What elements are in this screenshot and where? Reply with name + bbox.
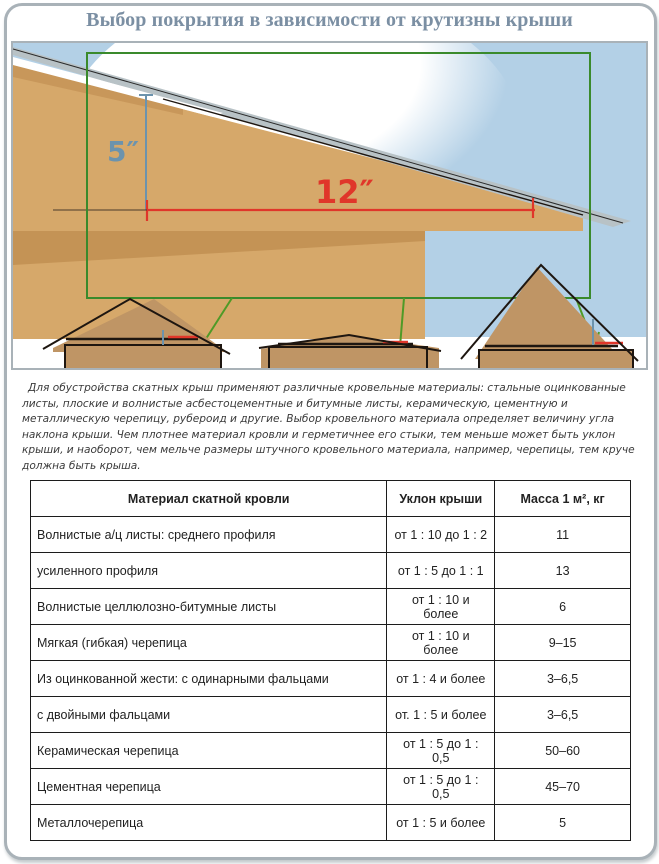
table-row (31, 769, 631, 805)
cell-material: с двойными фальцами (31, 697, 387, 733)
cell-mass: 13 (495, 553, 631, 589)
cell-mass: 3–6,5 (495, 697, 631, 733)
cell-material: Из оцинкованной жести: с одинарными фальцами (31, 661, 387, 697)
cell-material: Цементная черепица (31, 769, 387, 805)
cell-mass: 9–15 (495, 625, 631, 661)
table-row (31, 553, 631, 589)
table-row (31, 733, 631, 769)
cell-slope: от 1 : 10 до 1 : 2 (387, 517, 495, 553)
table-header-row (31, 481, 631, 517)
table-row (31, 805, 631, 841)
table-row (31, 589, 631, 625)
cell-material: усиленного профиля (31, 553, 387, 589)
cell-slope: от 1 : 5 и более (387, 805, 495, 841)
cell-slope: от. 1 : 5 и более (387, 697, 495, 733)
cell-slope: от 1 : 4 и более (387, 661, 495, 697)
header-mass: Масса 1 м², кг (495, 481, 631, 517)
cell-mass: 5 (495, 805, 631, 841)
page-title: Выбор покрытия в зависимости от крутизны крыши (86, 9, 573, 31)
table-row (31, 517, 631, 553)
cell-mass: 50–60 (495, 733, 631, 769)
rise-label: 5″ (107, 135, 139, 168)
cell-mass: 11 (495, 517, 631, 553)
cell-slope: от 1 : 10 и более (387, 625, 495, 661)
table-row (31, 697, 631, 733)
roofing-materials-table (30, 480, 631, 841)
intro-paragraph: Для обустройства скатных крыш применяют различные кровельные материалы: стальные оцинкованные листы, плоские и волнистые асбестоцементные и битумные листы, керамическую, цементную и металлическую черепицу, рубероид и другие. Выбор кровельного материала определяет величину угла наклона крыши. Чем плотнее материал кровли и герметичнее его стыки, тем меньше может быть уклон крыши, и наоборот, чем мельче размеры штучного кровельного материала, например, черепицы, тем круче должна быть крыша. (22, 382, 635, 472)
header-slope: Уклон крыши (387, 481, 495, 517)
cell-material: Мягкая (гибкая) черепица (31, 625, 387, 661)
cell-material: Керамическая черепица (31, 733, 387, 769)
cell-slope: от 1 : 5 до 1 : 0,5 (387, 769, 495, 805)
table-row (31, 625, 631, 661)
header-material: Материал скатной кровли (31, 481, 387, 517)
cell-slope: от 1 : 5 до 1 : 1 (387, 553, 495, 589)
cell-mass: 6 (495, 589, 631, 625)
cell-slope: от 1 : 5 до 1 : 0,5 (387, 733, 495, 769)
table-row (31, 661, 631, 697)
cell-mass: 45–70 (495, 769, 631, 805)
cell-material: Волнистые целлюлозно-битумные листы (31, 589, 387, 625)
roof-slope-diagram (11, 41, 648, 370)
run-label: 12″ (315, 173, 374, 211)
cell-mass: 3–6,5 (495, 661, 631, 697)
cell-material: Волнистые а/ц листы: среднего профиля (31, 517, 387, 553)
cell-material: Металлочерепица (31, 805, 387, 841)
cell-slope: от 1 : 10 и более (387, 589, 495, 625)
